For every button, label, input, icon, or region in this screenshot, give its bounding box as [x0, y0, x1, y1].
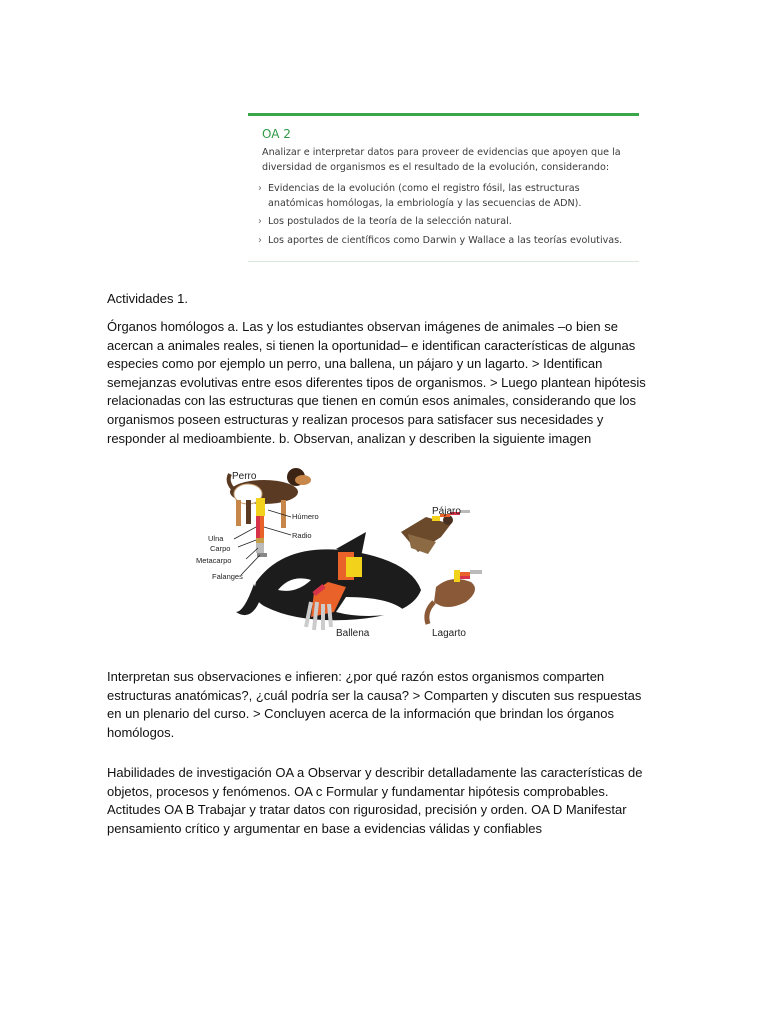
- objective-item-text: Evidencias de la evolución (como el registro fósil, las estructuras anatómicas homólogas, la embriología y las secuencias de ADN).: [268, 183, 582, 209]
- dog-ulna: [256, 516, 260, 538]
- label-carpo: Carpo: [210, 544, 231, 553]
- bullet-icon: ›: [258, 216, 262, 227]
- bullet-icon: ›: [258, 183, 262, 194]
- paragraph-skills: Habilidades de investigación OA a Observar y describir detalladamente las características de objetos, procesos y fenómenos. OA c Formular y fundamentar hipótesis comprobables. Actitudes OA B Trabajar y tratar datos con rigurosidad, precisión y orden. OA D Manifestar pensamiento crítico y argumentar en base a evidencias válidas y confiables: [107, 765, 643, 836]
- lizard-illustration: [427, 570, 482, 624]
- objective-item: [258, 182, 633, 211]
- paragraph-interpretation: Interpretan sus observaciones e infieren: ¿por qué razón estos organismos comparten estructuras anatómicas?, ¿cuál podría ser la causa? > Comparten y discuten sus respuestas en un plenario del curso. > Concluyen acerca de la información que brindan los órganos homólogos.: [107, 669, 642, 740]
- label-lagarto: Lagarto: [432, 628, 466, 639]
- label-metacarpo: Metacarpo: [196, 556, 232, 565]
- label-humero: Húmero: [292, 512, 319, 521]
- activities-heading: Actividades 1.: [107, 291, 188, 306]
- label-perro: Perro: [232, 471, 257, 482]
- label-ulna: Ulna: [208, 534, 224, 543]
- label-radio: Radio: [292, 531, 312, 540]
- dog-radius: [260, 516, 264, 538]
- label-pajaro: Pájaro: [432, 506, 461, 517]
- curriculum-objective-box: [248, 113, 639, 262]
- bullet-icon: ›: [258, 234, 262, 246]
- dog-humerus: [256, 498, 265, 516]
- label-ballena: Ballena: [336, 628, 370, 639]
- objective-list: [258, 182, 633, 252]
- objective-item: [258, 234, 633, 249]
- objective-item-text: Los postulados de la teoría de la selección natural.: [268, 216, 512, 227]
- label-falanges: Falanges: [212, 572, 243, 581]
- objective-item-text: Los aportes de científicos como Darwin y Wallace a las teorías evolutivas.: [268, 234, 623, 246]
- figure-illustration: [196, 462, 496, 642]
- objective-item: [258, 215, 633, 230]
- paragraph-homologous-organs: Órganos homólogos a. Las y los estudiantes observan imágenes de animales –o bien se acercan a animales reales, si tienen la oportunidad– e identifican características de algunas especies como por ejemplo un perro, una ballena, un pájaro y un lagarto. > Identifican semejanzas evolutivas entre esos diferentes tipos de organismos. > Luego plantean hipótesis relacionadas con las estructuras que tienen en común esos animales, considerando que los organismos poseen estructuras y realizan procesos para satisfacer sus necesidades y responder al medioambiente. b. Observan, analizan y describen la siguiente imagen: [107, 319, 646, 446]
- objective-title: OA 2: [262, 127, 291, 141]
- homologous-structures-figure: [196, 462, 496, 642]
- objective-intro: Analizar e interpretar datos para proveer de evidencias que apoyen que la diversidad de organismos es el resultado de la evolución, considerando:: [262, 147, 621, 173]
